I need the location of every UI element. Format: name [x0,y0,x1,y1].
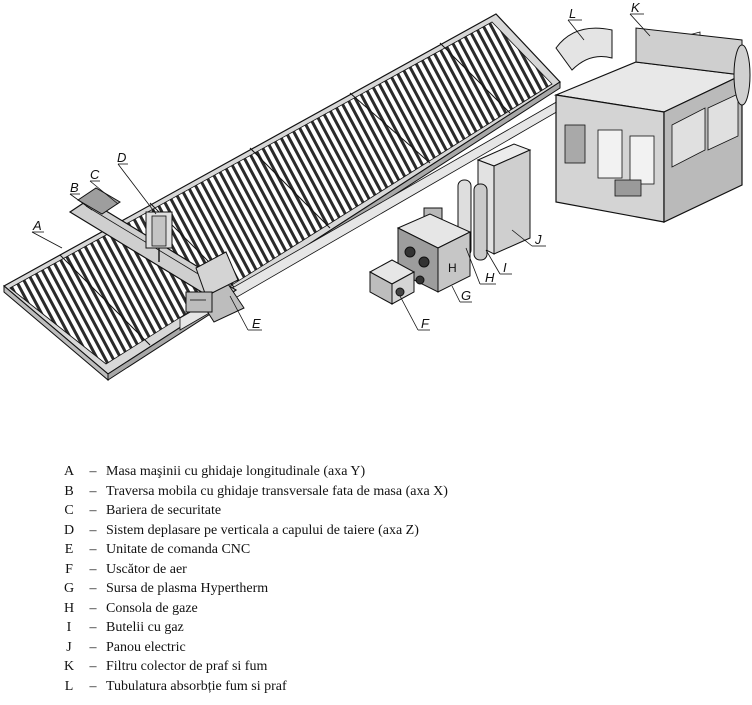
legend-text: Bariera de securitate [106,503,222,518]
legend-letter: H [63,600,75,616]
callout-f: F [421,316,429,331]
legend-text: Panou electric [106,639,186,655]
legend-item [58,657,448,677]
legend-letter: J [66,639,72,655]
legend-letter: F [65,561,73,577]
legend-dash: – [89,581,97,596]
legend-text: Consola de gaze [106,600,198,616]
legend-dash: – [89,464,97,479]
callout-h: H [485,270,495,285]
legend-item [58,579,448,599]
legend-letter: E [64,542,74,557]
legend-letter: D [63,522,75,538]
legend-text: Uscător de aer [106,561,187,577]
legend-dash: – [89,600,97,616]
legend-letter: A [63,464,75,479]
legend-text: Sursa de plasma Hypertherm [106,581,269,596]
legend-letter: K [63,659,75,674]
legend-dash: – [89,483,97,499]
callout-c: C [90,167,100,182]
legend-item [58,599,448,619]
legend-letter: I [66,620,72,635]
legend-dash: – [89,639,97,655]
legend-dash: – [89,542,97,557]
legend-item [58,462,448,482]
legend-letter: B [64,483,74,499]
legend-dash: – [89,503,97,518]
legend-text: Unitate de comanda CNC [106,542,251,557]
legend-item [58,638,448,658]
legend-item [58,618,448,638]
svg-text:H: H [448,261,457,275]
legend-dash: – [89,522,97,538]
legend-text: Tubulatura absorbție fum si praf [106,678,287,694]
callout-l: L [569,6,577,21]
legend-dash: – [89,659,97,674]
callout-a: A [33,218,42,233]
callout-b: B [70,180,79,195]
legend-text: Sistem deplasare pe verticala a capului de taiere (axa Z) [106,522,419,538]
legend-letter: C [64,503,74,518]
legend-item [58,482,448,502]
callout-g: G [461,288,472,303]
callout-i: I [503,260,507,275]
legend-dash: – [89,620,97,635]
callout-k: K [631,0,640,15]
legend-item [58,677,448,697]
legend-text: Traversa mobila cu ghidaje transversale fata de masa (axa X) [106,483,448,499]
legend-text: Masa maşinii cu ghidaje longitudinale (axa Y) [106,464,366,479]
legend-text: Filtru colector de praf si fum [106,659,268,674]
legend-list [58,462,448,696]
callout-j: J [535,232,542,247]
legend-dash: – [89,678,97,694]
legend-text: Butelii cu gaz [106,620,184,635]
legend-item [58,521,448,541]
callout-e: E [252,316,261,331]
legend-item [58,501,448,521]
legend-letter: L [64,678,74,694]
legend-item [58,540,448,560]
callout-d: D [117,150,127,165]
legend-dash: – [89,561,97,577]
legend-letter: G [63,581,75,596]
legend-item [58,560,448,580]
